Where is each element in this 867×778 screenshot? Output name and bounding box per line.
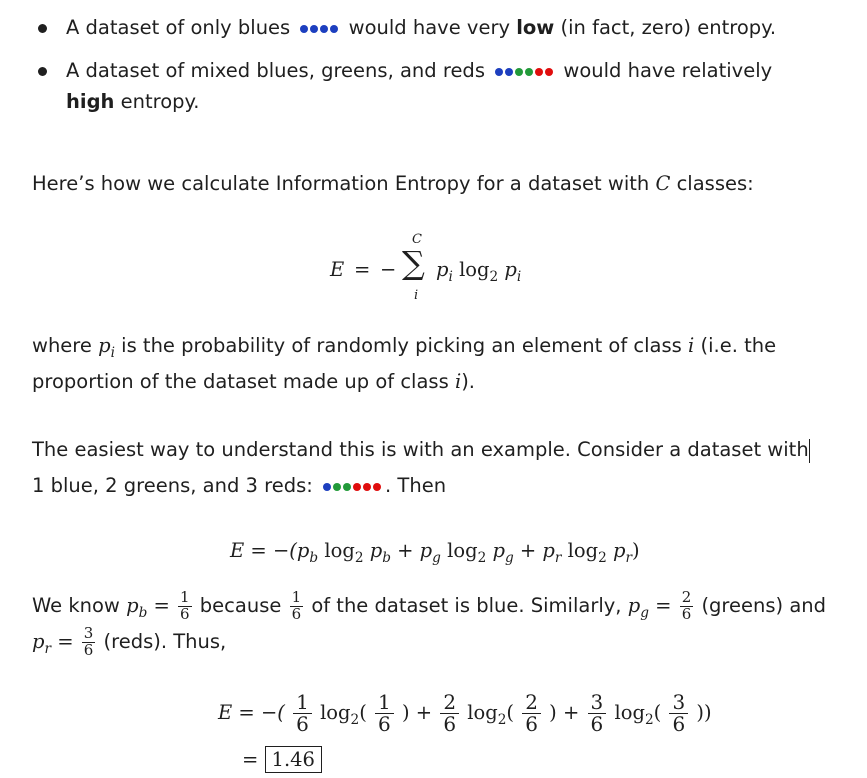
math-fn: log: [567, 539, 599, 562]
math-var: p: [436, 258, 449, 281]
math-sub: i: [110, 344, 115, 361]
text: classes:: [676, 172, 754, 195]
math-op: ): [703, 701, 712, 724]
denominator: 6: [378, 712, 391, 736]
sum-upper: C: [412, 232, 422, 247]
text: The easiest way to understand this is with an example. Consider a dataset with: [32, 438, 809, 461]
math-op: =: [153, 594, 170, 617]
text: 1 blue, 2 greens, and 3 reds:: [32, 474, 313, 497]
math-sub: 2: [354, 549, 364, 566]
math-fn: log: [614, 701, 645, 724]
entropy-result: [242, 744, 322, 775]
math-var: p: [613, 539, 626, 562]
math-op: (: [653, 701, 662, 724]
math-sub: 2: [489, 268, 499, 285]
math-var: p: [126, 594, 139, 617]
fraction: [680, 590, 694, 623]
bullet-text: entropy.: [120, 90, 200, 114]
denominator: 6: [443, 712, 457, 736]
paragraph: [32, 590, 826, 625]
entropy-calculation-formula: [218, 692, 712, 735]
fraction: [293, 692, 312, 735]
math-var: p: [296, 539, 310, 562]
math-sub: r: [625, 549, 633, 566]
denominator: 6: [590, 712, 604, 736]
fraction: [178, 590, 192, 623]
text: Here’s how we calculate Information Entropy for a dataset with: [32, 172, 650, 195]
bullet-icon: [38, 67, 47, 76]
math-op: ): [632, 539, 640, 562]
denominator: 6: [291, 605, 302, 623]
math-op: ): [549, 701, 557, 724]
denominator: 6: [83, 641, 94, 659]
math-op: =: [242, 748, 259, 771]
paragraph: [32, 330, 776, 365]
bullet-text: would have very: [348, 16, 510, 39]
text: (greens) and: [701, 594, 827, 617]
text: (reds). Thus,: [103, 630, 227, 653]
numerator: 3: [83, 624, 94, 643]
bullet-text: would have relatively: [563, 59, 773, 83]
math-sub: b: [138, 604, 148, 621]
math-var: C: [655, 172, 671, 195]
math-sub: 2: [598, 549, 607, 566]
math-op: +: [562, 701, 580, 724]
math-op: =: [57, 630, 74, 653]
math-var: i: [454, 370, 462, 393]
text: of the dataset is blue. Similarly,: [311, 594, 622, 617]
text: ).: [461, 370, 476, 393]
math-op: +: [519, 539, 537, 562]
numerator: 3: [588, 692, 607, 714]
entropy-examples-list: [32, 12, 842, 130]
math-op: +: [415, 701, 433, 724]
math-var: p: [492, 539, 505, 562]
math-fn: log: [459, 258, 490, 281]
math-op: −: [380, 258, 397, 281]
sum-lower: i: [414, 288, 419, 303]
bullet-text: A dataset of mixed blues, greens, and reds: [66, 59, 485, 83]
math-var: p: [627, 594, 641, 617]
math-var: p: [98, 334, 111, 357]
entropy-expansion-formula: [230, 535, 640, 570]
fraction: [522, 692, 541, 735]
text: proportion of the dataset made up of class: [32, 370, 449, 393]
math-var: E: [330, 258, 345, 281]
math-fn: log: [467, 701, 498, 724]
math-sub: b: [309, 549, 319, 566]
text: We know: [32, 594, 120, 617]
math-var: p: [504, 258, 517, 281]
text-cursor-icon: [809, 439, 810, 463]
math-expr: E = −(: [218, 701, 285, 724]
math-fn: log: [447, 539, 478, 562]
bullet-text: (in fact, zero) entropy.: [560, 16, 777, 39]
fraction: [588, 692, 607, 735]
bullet-icon: [38, 24, 47, 33]
math-op: ): [401, 701, 410, 724]
text: (i.e. the: [700, 334, 777, 357]
paragraph: [32, 434, 810, 465]
math-fn: log: [324, 539, 355, 562]
math-fn: log: [320, 701, 351, 724]
bold-text: high: [66, 90, 115, 114]
list-item: [32, 12, 842, 43]
denominator: 6: [180, 605, 190, 623]
math-sub: 2: [497, 711, 507, 728]
math-sub: 2: [644, 711, 654, 728]
math-sub: r: [554, 549, 562, 566]
text: . Then: [385, 474, 447, 497]
bullet-text: A dataset of only blues: [66, 16, 291, 39]
math-sub: i: [448, 268, 453, 285]
mixed-dots-icon: [495, 68, 553, 76]
fraction: [375, 692, 394, 735]
numerator: 1: [375, 692, 394, 714]
numerator: 2: [440, 692, 459, 714]
example-dots-icon: [323, 483, 381, 491]
numerator: 2: [681, 588, 692, 607]
math-sub: g: [504, 549, 514, 566]
math-expr: E = −(: [230, 539, 297, 562]
list-item: [32, 55, 826, 117]
denominator: 6: [681, 605, 692, 623]
fraction: [669, 692, 688, 735]
paragraph-line: [32, 366, 475, 397]
fraction: [82, 626, 96, 659]
sigma-icon: ∑: [402, 244, 425, 282]
text: is the probability of randomly picking an element of class: [121, 334, 682, 357]
fraction: [290, 590, 304, 623]
math-var: p: [419, 539, 433, 562]
numerator: 1: [291, 588, 302, 607]
denominator: 6: [672, 712, 686, 736]
math-sub: b: [382, 549, 391, 566]
math-var: p: [542, 539, 555, 562]
math-op: (: [359, 701, 367, 724]
math-var: p: [32, 630, 45, 653]
paragraph-line: [32, 470, 446, 501]
result-box: 1.46: [265, 746, 322, 773]
paragraph-line: [32, 626, 226, 661]
math-var: i: [688, 334, 695, 357]
bold-text: low: [516, 16, 555, 39]
text: because: [199, 594, 282, 617]
numerator: 1: [293, 692, 312, 714]
paragraph: [32, 168, 754, 199]
math-sub: i: [516, 268, 522, 285]
blue-dots-icon: [300, 25, 338, 33]
math-op: =: [655, 594, 672, 617]
math-sub: 2: [350, 711, 360, 728]
math-sub: g: [640, 604, 649, 621]
fraction: [440, 692, 459, 735]
text: where: [32, 334, 92, 357]
numerator: 1: [180, 588, 190, 607]
math-op: ): [696, 701, 704, 724]
math-op: =: [354, 258, 371, 281]
math-var: p: [369, 539, 383, 562]
numerator: 3: [669, 692, 688, 714]
math-op: (: [506, 701, 515, 724]
denominator: 6: [296, 712, 309, 736]
math-op: +: [397, 539, 414, 562]
math-sub: r: [44, 640, 52, 657]
numerator: 2: [522, 692, 541, 714]
denominator: 6: [525, 712, 538, 736]
math-sub: 2: [477, 549, 487, 566]
math-sub: g: [432, 549, 441, 566]
